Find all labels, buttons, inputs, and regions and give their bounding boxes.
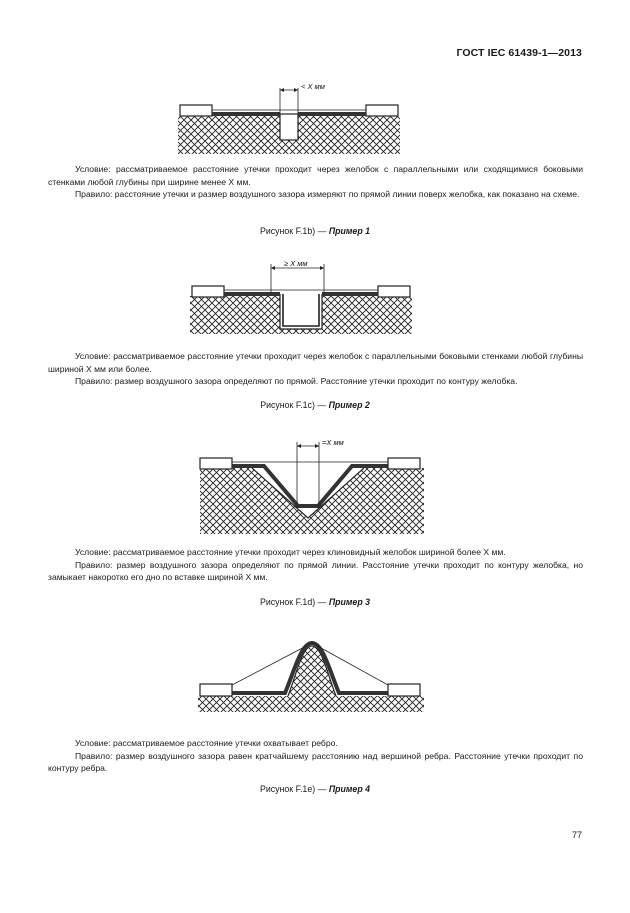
rule-text: Правило: размер воздушного зазора равен кратчайшему расстоянию над вершиной ребра. Расстояние утечки проходит по контуру ребра. [48, 750, 583, 774]
example-2-text [48, 350, 583, 388]
rule-text: Правило: расстояние утечки и размер воздушного зазора измеряют по прямой линии поверх желобка, как показано на схеме. [75, 189, 580, 200]
condition-text: Условие: рассматриваемое расстояние утечки проходит через желобок с параллельными боковыми стенками любой глубины шириной X мм или более. [48, 351, 583, 374]
caption-title: Пример 1 [328, 226, 371, 236]
figure-example-3 [192, 434, 432, 540]
dimension-label: =X мм [322, 438, 344, 447]
figure-caption: Рисунок F.1e) — Пример 4 [259, 784, 371, 794]
figure-caption: Рисунок F.1d) — Пример 3 [259, 597, 371, 607]
figure-caption: Рисунок F.1c) — Пример 2 [260, 400, 370, 410]
caption-title: Пример 3 [328, 597, 371, 607]
figure-caption: Рисунок F.1b) — Пример 1 [259, 226, 371, 236]
dimension-label: ≥ X мм [284, 259, 308, 268]
figure-example-2 [184, 254, 420, 340]
document-header: ГОСТ IEC 61439-1—2013 [456, 47, 582, 59]
example-1-text [48, 163, 583, 201]
rule-text: Правило: размер воздушного зазора определяют по прямой. Расстояние утечки проходит по контуру желобка. [75, 376, 518, 387]
caption-title: Пример 2 [328, 400, 370, 410]
figure-example-1 [170, 78, 410, 160]
condition-text: Условие: рассматриваемое расстояние утечки проходит через желобок с параллельными или сходящимися боковыми стенками любой глубины при ширине менее X мм. [48, 164, 583, 187]
condition-text: Условие: рассматриваемое расстояние утечки проходит через клиновидный желобок шириной более X мм. [75, 547, 506, 557]
example-3-text [48, 546, 583, 584]
example-4-text [48, 737, 583, 775]
page-number: 77 [571, 830, 582, 840]
dimension-label: < X мм [301, 82, 325, 91]
caption-title: Пример 4 [328, 784, 371, 794]
condition-text: Условие: рассматриваемое расстояние утечки охватывает ребро. [75, 738, 338, 748]
figure-example-4 [192, 636, 432, 718]
rule-text: Правило: размер воздушного зазора определяют по прямой линии. Расстояние утечки проходит по контуру желобка, но замыкает накоротко его дно по вставке шириной X мм. [48, 559, 583, 583]
